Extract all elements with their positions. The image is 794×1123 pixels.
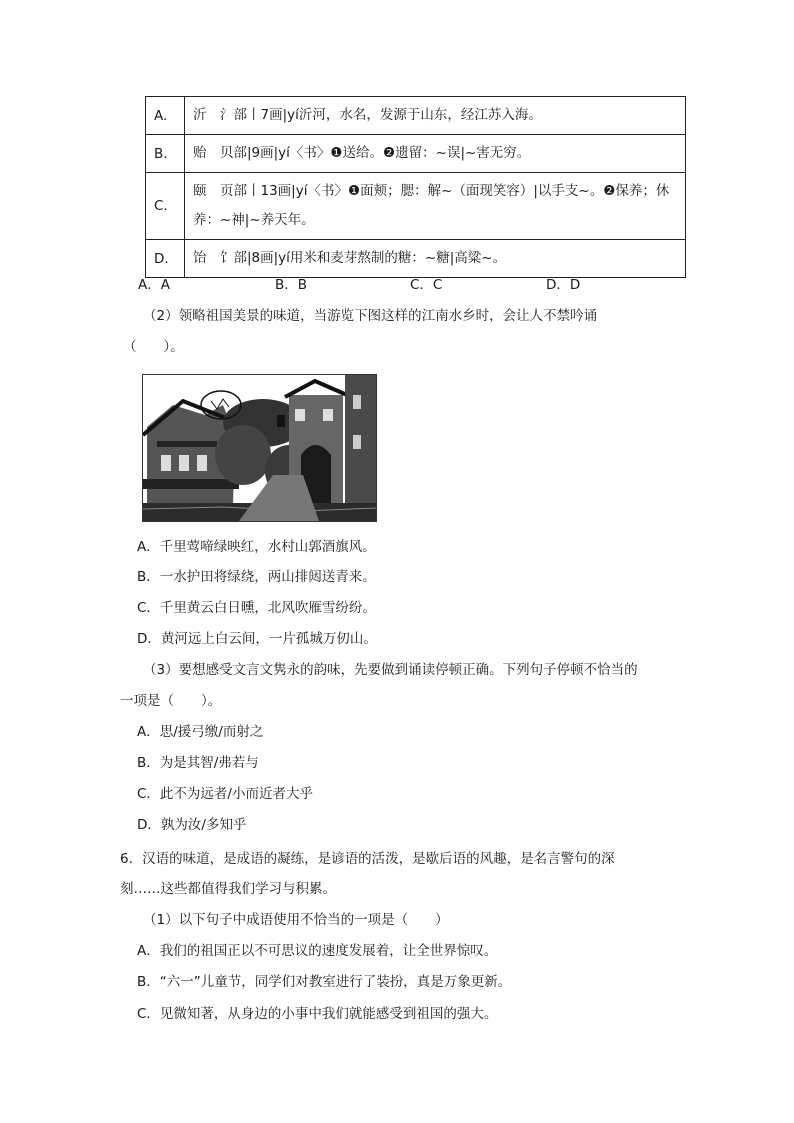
- q3-option-a[interactable]: A．思/援弓缴/而射之: [137, 724, 264, 740]
- q2-stem-line2: （ ）。: [123, 339, 184, 355]
- q2-option-d[interactable]: D．黄河远上白云间，一片孤城万仞山。: [137, 631, 377, 647]
- table-row: [146, 97, 686, 135]
- row-text: 饴 饣部|8画|yí用米和麦芽熬制的糖：~糖|高粱~。: [185, 240, 686, 278]
- q2-option-a[interactable]: A．千里莺啼绿映红，水村山郭酒旗风。: [137, 539, 376, 555]
- q6-option-b[interactable]: B．“六一”儿童节，同学们对教室进行了装扮，真是万象更新。: [137, 974, 512, 990]
- q6-sub1-stem: （1）以下句子中成语使用不恰当的一项是（ ）: [143, 912, 449, 928]
- option-d[interactable]: D．D: [546, 277, 581, 293]
- q3-option-b[interactable]: B．为是其智/弗若与: [137, 755, 259, 771]
- q3-option-c[interactable]: C．此不为远者/小而近者大乎: [137, 786, 313, 802]
- q1-options: [138, 273, 698, 293]
- row-label: D.: [146, 240, 185, 278]
- q3-stem-line1: （3）要想感受文言文隽永的韵味，先要做到诵读停顿正确。下列句子停顿不恰当的: [143, 662, 638, 678]
- table-row: [146, 135, 686, 173]
- row-label: A.: [146, 97, 185, 135]
- q2-stem-line1: （2）领略祖国美景的味道，当游览下图这样的江南水乡时，会让人不禁吟诵: [143, 308, 598, 324]
- q6-stem-line1: 6．汉语的味道，是成语的凝练，是谚语的活泼，是歇后语的风趣，是名言警句的深: [120, 851, 615, 867]
- row-text: 贻 贝部|9画|yí〈书〉❶送给。❷遗留：~误|~害无穷。: [185, 135, 686, 173]
- row-text: 颐 页部丨13画|yí〈书〉❶面颊；腮：解~（面现笑容）|以手支~。❷保养；休养：~神|~养天年。: [185, 173, 686, 240]
- water-town-illustration: [142, 374, 377, 522]
- q2-option-b[interactable]: B．一水护田将绿绕，两山排闼送青来。: [137, 569, 376, 585]
- option-c[interactable]: C．C: [410, 277, 443, 293]
- q6-option-c[interactable]: C．见微知著，从身边的小事中我们就能感受到祖国的强大。: [137, 1006, 498, 1022]
- dictionary-table: [145, 96, 686, 278]
- option-a[interactable]: A．A: [138, 277, 170, 293]
- q2-option-c[interactable]: C．千里黄云白日曛，北风吹雁雪纷纷。: [137, 600, 376, 616]
- q3-stem-line2: 一项是（ ）。: [120, 693, 222, 709]
- row-label: B.: [146, 135, 185, 173]
- q3-option-d[interactable]: D．孰为汝/多知乎: [137, 817, 247, 833]
- q6-stem-line2: 刻……这些都值得我们学习与积累。: [120, 881, 336, 897]
- q6-option-a[interactable]: A．我们的祖国正以不可思议的速度发展着，让全世界惊叹。: [137, 943, 498, 959]
- row-label: C.: [146, 173, 185, 240]
- table-row: [146, 173, 686, 240]
- option-b[interactable]: B．B: [275, 277, 308, 293]
- table-row: [146, 240, 686, 278]
- row-text: 沂 氵部丨7画|yí沂河，水名，发源于山东，经江苏入海。: [185, 97, 686, 135]
